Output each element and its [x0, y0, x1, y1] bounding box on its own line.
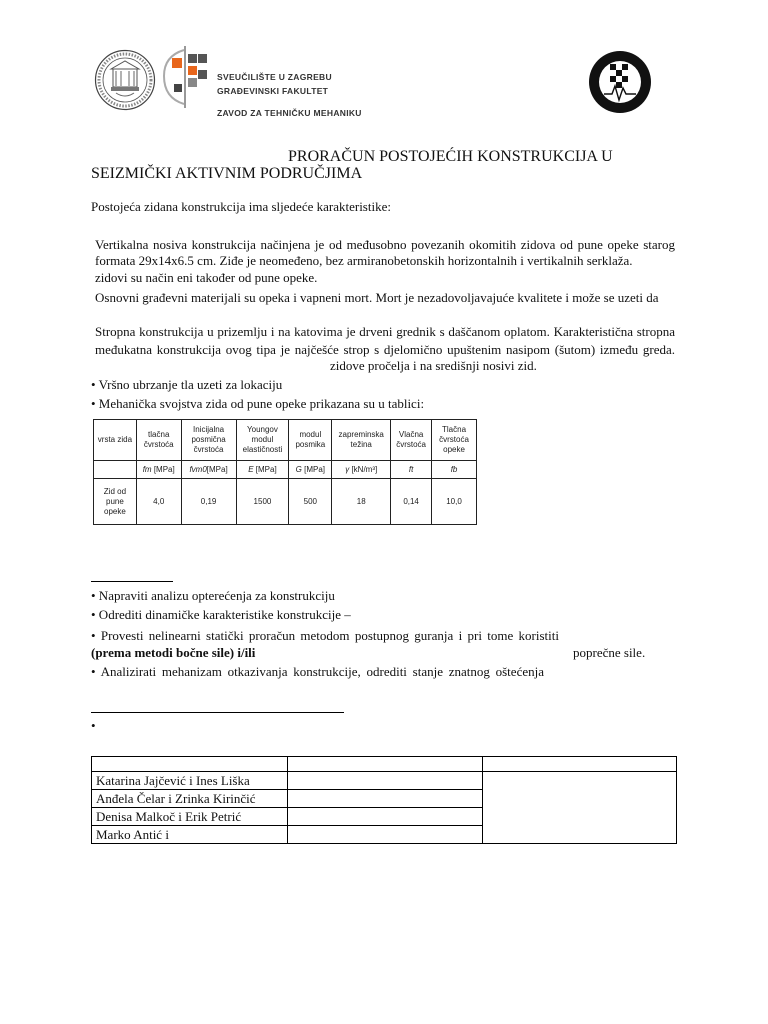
header-tensile-strength: Vlačna čvrstoća — [391, 420, 432, 461]
title-line-1: PRORAČUN POSTOJEĆIH KONSTRUKCIJA U — [288, 148, 613, 165]
student-pair-1-cell — [288, 772, 483, 790]
paragraph-3-line-2: međukatna konstrukcija ovog tipa je najčešće strop s djelomično upuštenim nasipom (šutom) između greda. — [95, 342, 675, 357]
symbol-fm: fm [MPa] — [136, 461, 181, 479]
university-name: SVEUČILIŠTE U ZAGREBU — [217, 72, 332, 82]
task-dynamic-characteristics: • Odrediti dinamičke karakteristike konstrukcije – — [91, 607, 351, 622]
department-name: ZAVOD ZA TEHNIČKU MEHANIKU — [217, 108, 362, 118]
value-ft: 0,14 — [391, 479, 432, 525]
student-pair-1: Katarina Jajčević i Ines Liška — [92, 772, 288, 790]
symbol-fvm0: fvm0[MPa] — [181, 461, 236, 479]
value-gamma: 18 — [332, 479, 391, 525]
value-fb: 10,0 — [432, 479, 477, 525]
bullet-ground-acceleration: • Vršno ubrzanje tla uzeti za lokaciju — [91, 377, 283, 392]
paragraph-1-line-2: formata 29x14x6.5 cm. Ziđe je neomeđeno, bez armiranobetonskih horizontalnih i vertikalnih serklaža. — [95, 253, 633, 268]
header-brick-compressive-strength: Tlačna čvrstoća opeke — [432, 420, 477, 461]
student-pair-2-cell — [288, 790, 483, 808]
separator-line-long — [91, 712, 344, 713]
title-line-2: SEIZMIČKI AKTIVNIM PODRUČJIMA — [91, 165, 363, 182]
separator-line-short — [91, 581, 173, 582]
student-pair-3-cell — [288, 808, 483, 826]
header-compressive-strength: tlačna čvrstoća — [136, 420, 181, 461]
symbol-ft: ft — [391, 461, 432, 479]
faculty-name: GRAĐEVINSKI FAKULTET — [217, 86, 329, 96]
task-nonlinear-analysis-line-1: • Provesti nelinearni statički proračun metodom postupnog guranja i pri tome koristiti — [91, 628, 559, 643]
students-header-cell-3 — [483, 757, 677, 772]
student-pair-4-cell — [288, 826, 483, 844]
value-fvm0: 0,19 — [181, 479, 236, 525]
symbol-fb: fb — [432, 461, 477, 479]
student-pair-4: Marko Antić i — [92, 826, 288, 844]
croatian-centre-logo — [588, 50, 652, 114]
header-specific-weight: zapreminska težina — [332, 420, 391, 461]
intro-text: Postojeća zidana konstrukcija ima sljedeće karakteristike: — [91, 199, 391, 214]
row-wall-type: Zid od pune opeke — [94, 479, 137, 525]
symbol-e: E [MPa] — [236, 461, 289, 479]
task-load-analysis: • Napraviti analizu opterećenja za konstrukciju — [91, 588, 335, 603]
student-pair-2: Anđela Čelar i Zrinka Kirinčić — [92, 790, 288, 808]
students-header-cell-2 — [288, 757, 483, 772]
faculty-logo — [158, 44, 214, 110]
header-youngs-modulus: Youngov modul elastičnosti — [236, 420, 289, 461]
university-seal-logo — [94, 49, 156, 111]
empty-bullet: • — [91, 718, 96, 733]
paragraph-1-line-3: zidovi su način eni također od pune opeke. — [95, 270, 318, 285]
symbol-g: G [MPa] — [289, 461, 332, 479]
value-g: 500 — [289, 479, 332, 525]
paragraph-2: Osnovni građevni materijali su opeka i vapneni mort. Mort je nezadovoljavajuće kvalitete i može se uzeti da — [95, 290, 659, 305]
bullet-mechanical-properties: • Mehanička svojstva zida od pune opeke prikazana su u tablici: — [91, 396, 425, 411]
value-fm: 4,0 — [136, 479, 181, 525]
symbol-cell-empty — [94, 461, 137, 479]
header-shear-modulus: modul posmika — [289, 420, 332, 461]
students-table — [91, 756, 677, 844]
paragraph-1-line-1: Vertikalna nosiva konstrukcija načinjena je od međusobno povezanih okomitih zidova od pune opeke starog — [95, 237, 675, 252]
mechanical-properties-table — [93, 419, 477, 525]
task-nonlinear-analysis-right: poprečne sile. — [573, 645, 646, 660]
header-initial-shear-strength: Inicijalna posmična čvrstoća — [181, 420, 236, 461]
students-header-cell-1 — [92, 757, 288, 772]
student-pair-3: Denisa Malkoč i Erik Petrić — [92, 808, 288, 826]
paragraph-3-line-3: zidove pročelja i na središnji nosivi zid. — [330, 358, 537, 373]
header-wall-type: vrsta zida — [94, 420, 137, 461]
task-failure-mechanism: • Analizirati mehanizam otkazivanja konstrukcije, odrediti stanje znatnog oštećenja — [91, 664, 544, 679]
paragraph-3-line-1: Stropna konstrukcija u prizemlju i na katovima je drveni grednik s daščanom oplatom. Karakteristična stropna — [95, 324, 675, 339]
students-merged-cell — [483, 772, 677, 844]
task-nonlinear-analysis-bold: (prema metodi bočne sile) i/ili — [91, 645, 256, 660]
value-e: 1500 — [236, 479, 289, 525]
symbol-gamma: γ [kN/m³] — [332, 461, 391, 479]
